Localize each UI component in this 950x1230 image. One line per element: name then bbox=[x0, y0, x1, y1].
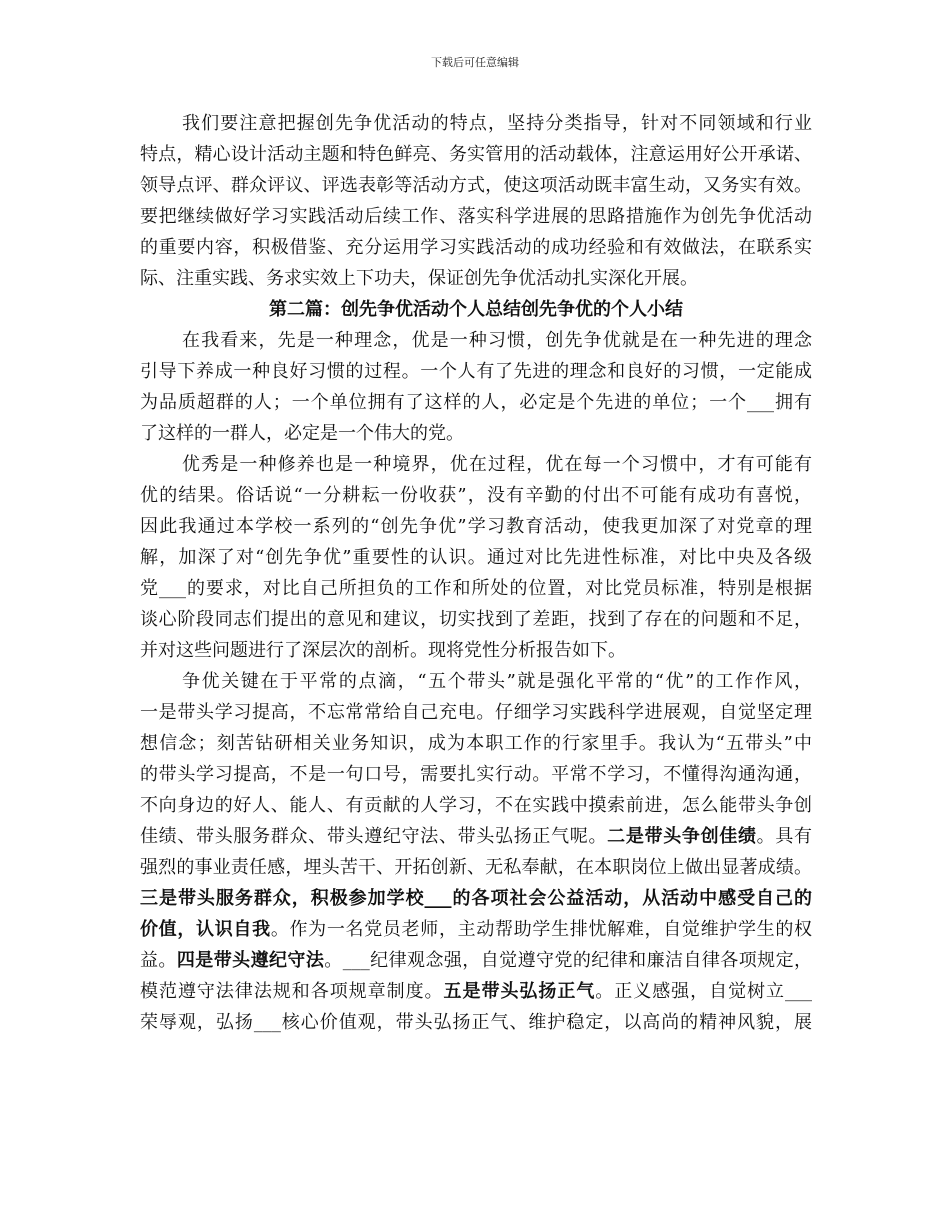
text-line: 党___的要求，对比自己所担负的工作和所处的位置，对比党员标准，特别是根据 bbox=[140, 578, 812, 599]
bold-text-run: 价值，认识自我 bbox=[140, 919, 271, 940]
bold-text-run: 五是带头弘扬正气 bbox=[443, 981, 596, 1002]
text-line bbox=[140, 914, 812, 945]
text-line: 际、注重实践、务求实效上下功夫，保证创先争优活动扎实深化开展。 bbox=[140, 268, 698, 289]
text-run: 佳绩、带头服务群众、带头遵纪守法、带头弘扬正气呢。 bbox=[140, 826, 608, 847]
paragraph bbox=[140, 325, 812, 449]
text-line: 不向身边的好人、能人、有贡献的人学习，不在实践中摸索前进，怎么能带头争创 bbox=[140, 795, 812, 816]
text-line: 争优关键在于平常的点滴，“五个带头”就是强化平常的“优”的工作作风， bbox=[182, 671, 812, 692]
text-line: 谈心阶段同志们提出的意见和建议，切实找到了差距，找到了存在的问题和不足， bbox=[140, 609, 812, 630]
text-line: 要把继续做好学习实践活动后续工作、落实科学进展的思路措施作为创先争优活动 bbox=[140, 206, 812, 227]
bold-text-line: 三是带头服务群众，积极参加学校___的各项社会公益活动，从活动中感受自己的 bbox=[140, 888, 812, 909]
paragraph bbox=[140, 108, 812, 294]
text-run: 益。 bbox=[140, 950, 177, 971]
paragraph bbox=[140, 666, 812, 1038]
text-line bbox=[140, 976, 812, 1007]
section-title: 第二篇：创先争优活动个人总结创先争优的个人小结 bbox=[269, 299, 683, 320]
page-header: 下载后可任意编辑 bbox=[431, 56, 519, 69]
text-line: 强烈的事业责任感，埋头苦干、开拓创新、无私奉献，在本职岗位上做出显著成绩。 bbox=[140, 857, 812, 878]
text-line: 领导点评、群众评议、评选表彰等活动方式，使这项活动既丰富生动，又务实有效。 bbox=[140, 175, 812, 196]
text-run: 模范遵守法律法规和各项规章制度。 bbox=[140, 981, 444, 1002]
bold-text-run: 四是带头遵纪守法 bbox=[176, 950, 325, 971]
text-line bbox=[140, 821, 812, 852]
text-line: 想信念；刻苦钻研相关业务知识，成为本职工作的行家里手。我认为“五带头”中 bbox=[140, 733, 812, 754]
text-run: 。具有 bbox=[756, 826, 813, 847]
text-line: 解，加深了对“创先争优”重要性的认识。通过对比先进性标准，对比中央及各级 bbox=[140, 547, 812, 568]
text-line: 并对这些问题进行了深层次的剖析。现将党性分析报告如下。 bbox=[140, 640, 626, 661]
text-line: 荣辱观，弘扬___核心价值观，带头弘扬正气、维护稳定，以高尚的精神风貌，展 bbox=[140, 1012, 812, 1033]
text-line: 引导下养成一种良好习惯的过程。一个人有了先进的理念和良好的习惯，一定能成 bbox=[140, 361, 812, 382]
text-line: 了这样的一群人，必定是一个伟大的党。 bbox=[140, 423, 464, 444]
text-line: 特点，精心设计活动主题和特色鲜亮、务实管用的活动载体，注意运用好公开承诺、 bbox=[140, 144, 812, 165]
text-line bbox=[140, 945, 812, 976]
text-line: 优的结果。俗话说“一分耕耘一份收获”，没有辛勤的付出不可能有成功有喜悦， bbox=[140, 485, 812, 506]
text-line: 我们要注意把握创先争优活动的特点，坚持分类指导，针对不同领域和行业 bbox=[182, 113, 812, 134]
text-run: 。___纪律观念强，自觉遵守党的纪律和廉洁自律各项规定， bbox=[324, 950, 813, 971]
text-line: 优秀是一种修养也是一种境界，优在过程，优在每一个习惯中，才有可能有 bbox=[182, 454, 812, 475]
document-body bbox=[140, 108, 812, 1038]
bold-text-run: 二是带头争创佳绩 bbox=[607, 826, 757, 847]
text-line: 在我看来，先是一种理念，优是一种习惯，创先争优就是在一种先进的理念 bbox=[182, 330, 812, 351]
text-run: 。作为一名党员老师，主动帮助学生排忧解难，自觉维护学生的权 bbox=[270, 919, 813, 940]
paragraph bbox=[140, 449, 812, 666]
text-line: 因此我通过本学校一系列的“创先争优”学习教育活动，使我更加深了对党章的理 bbox=[140, 516, 812, 537]
text-line: 的重要内容，积极借鉴、充分运用学习实践活动的成功经验和有效做法，在联系实 bbox=[140, 237, 812, 258]
text-run: 。正义感强，自觉树立___ bbox=[595, 981, 813, 1002]
text-line: 一是带头学习提高，不忘常常给自己充电。仔细学习实践科学进展观，自觉坚定理 bbox=[140, 702, 812, 723]
text-line: 的带头学习提高，不是一句口号，需要扎实行动。平常不学习，不懂得沟通沟通， bbox=[140, 764, 812, 785]
text-line: 为品质超群的人；一个单位拥有了这样的人，必定是个先进的单位；一个___拥有 bbox=[140, 392, 812, 413]
